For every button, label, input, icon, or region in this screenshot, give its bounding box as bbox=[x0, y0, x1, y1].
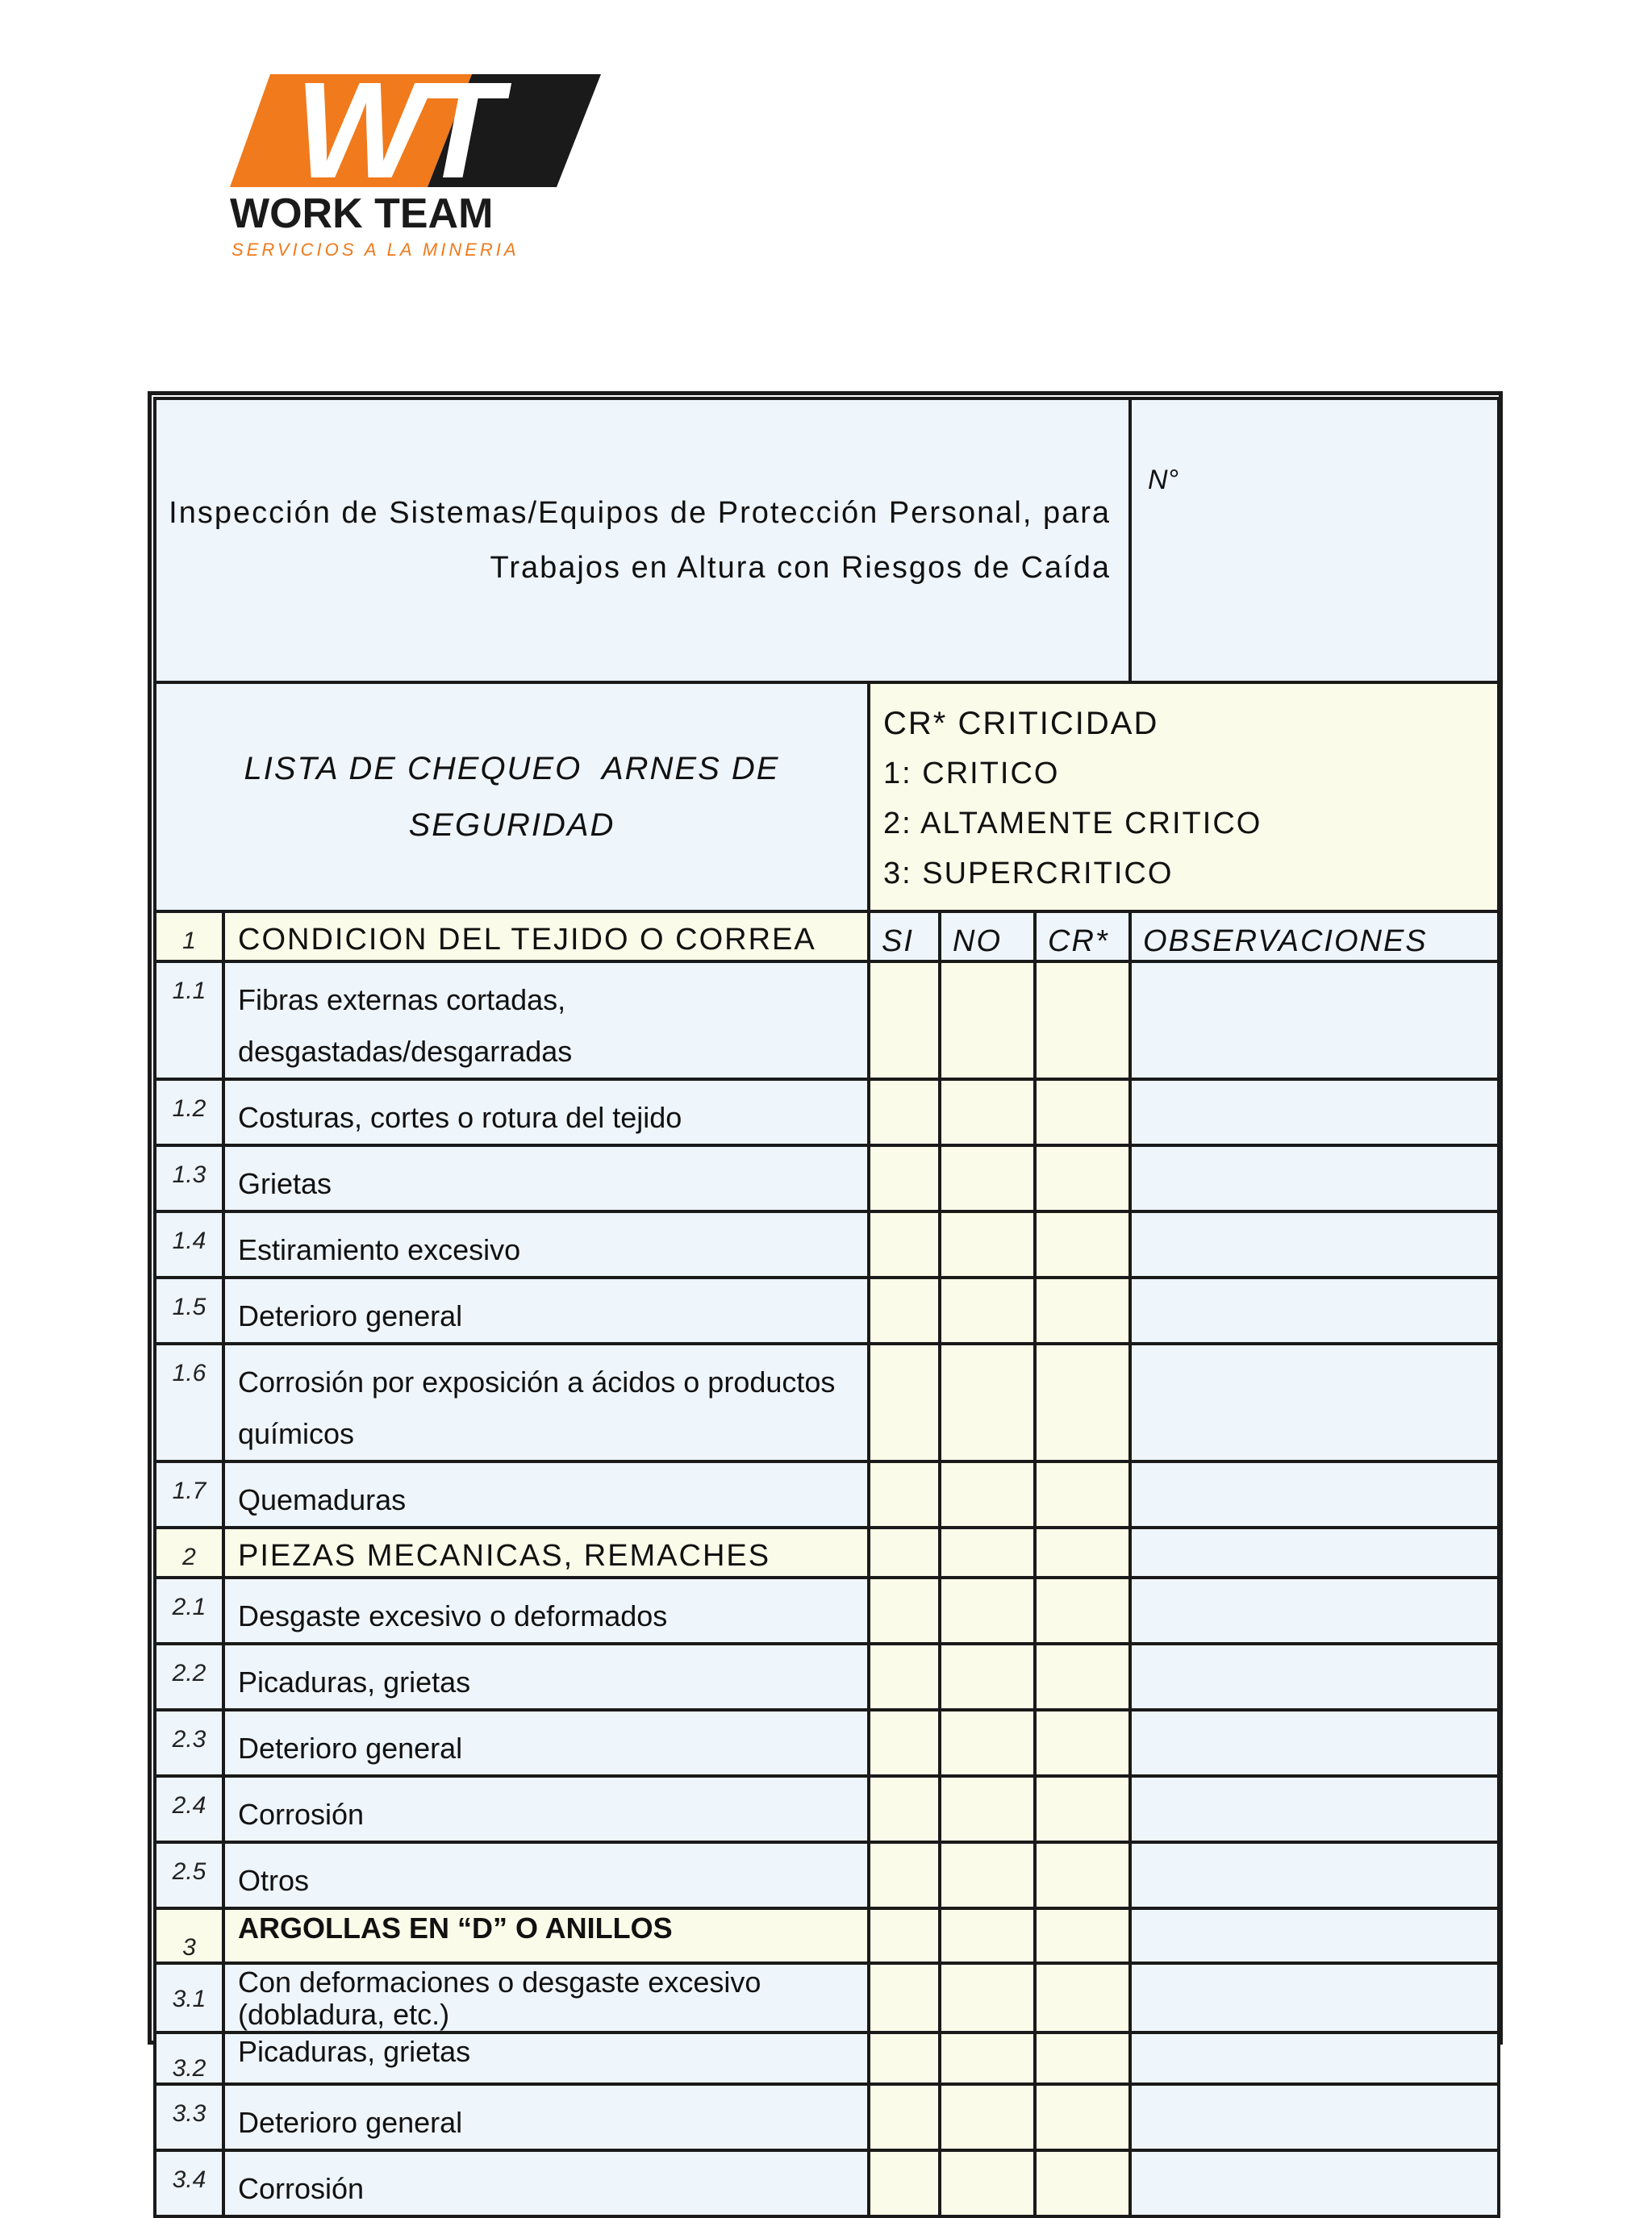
criticality-cell[interactable] bbox=[1035, 1908, 1130, 1963]
observations-cell[interactable] bbox=[1130, 1842, 1499, 1908]
item-index: 1.6 bbox=[155, 1344, 223, 1461]
item-description-line2: (dobladura, etc.) bbox=[238, 1998, 450, 2031]
item-index: 3.2 bbox=[155, 2032, 223, 2084]
check-si-cell[interactable] bbox=[869, 1644, 940, 1710]
criticality-cell[interactable] bbox=[1035, 2032, 1130, 2084]
form-number-label: N° bbox=[1148, 465, 1179, 495]
item-description: Desgaste excesivo o deformados bbox=[223, 1578, 869, 1644]
item-description: Grietas bbox=[223, 1145, 869, 1211]
item-index: 1.7 bbox=[155, 1461, 223, 1528]
check-si-cell[interactable] bbox=[869, 1211, 940, 1278]
item-index: 3.4 bbox=[155, 2150, 223, 2216]
item-description: Deterioro general bbox=[223, 2084, 869, 2150]
table-row bbox=[155, 961, 1499, 1079]
check-si-cell[interactable] bbox=[869, 1528, 940, 1578]
observations-cell[interactable] bbox=[1130, 1079, 1499, 1145]
item-description: Corrosión bbox=[223, 1776, 869, 1842]
check-si-cell[interactable] bbox=[869, 1963, 940, 2032]
check-no-cell[interactable] bbox=[940, 1578, 1035, 1644]
criticality-cell[interactable] bbox=[1035, 1644, 1130, 1710]
item-index: 1.2 bbox=[155, 1079, 223, 1145]
item-index: 2.2 bbox=[155, 1644, 223, 1710]
check-si-cell[interactable] bbox=[869, 2084, 940, 2150]
item-description bbox=[223, 1963, 869, 2032]
criticality-cell[interactable] bbox=[1035, 1461, 1130, 1528]
section-title: ARGOLLAS EN “D” O ANILLOS bbox=[223, 1908, 869, 1963]
item-index: 1.1 bbox=[155, 961, 223, 1079]
observations-cell[interactable] bbox=[1130, 1461, 1499, 1528]
check-si-cell[interactable] bbox=[869, 1145, 940, 1211]
criticality-level-1: 1: CRITICO bbox=[883, 757, 1060, 790]
item-description: Picaduras, grietas bbox=[223, 1644, 869, 1710]
check-no-cell[interactable] bbox=[940, 1908, 1035, 1963]
criticality-cell[interactable] bbox=[1035, 961, 1130, 1079]
check-no-cell[interactable] bbox=[940, 1145, 1035, 1211]
check-no-cell[interactable] bbox=[940, 961, 1035, 1079]
check-si-cell[interactable] bbox=[869, 1278, 940, 1344]
criticality-cell[interactable] bbox=[1035, 1145, 1130, 1211]
item-description: Picaduras, grietas bbox=[223, 2032, 869, 2084]
check-no-cell[interactable] bbox=[940, 1644, 1035, 1710]
logo-monogram: WT bbox=[294, 74, 496, 207]
check-no-cell[interactable] bbox=[940, 2032, 1035, 2084]
form-title-line1: Inspección de Sistemas/Equipos de Protección Personal, para bbox=[169, 496, 1111, 530]
check-si-cell[interactable] bbox=[869, 1079, 940, 1145]
item-description-line2: desgastadas/desgarradas bbox=[238, 1035, 573, 1068]
checklist-title bbox=[155, 682, 869, 911]
criticality-cell[interactable] bbox=[1035, 1842, 1130, 1908]
check-no-cell[interactable] bbox=[940, 2150, 1035, 2216]
criticality-cell[interactable] bbox=[1035, 1776, 1130, 1842]
inspection-form bbox=[153, 397, 1500, 2218]
item-index: 2.3 bbox=[155, 1710, 223, 1776]
check-no-cell[interactable] bbox=[940, 1278, 1035, 1344]
criticality-cell[interactable] bbox=[1035, 1211, 1130, 1278]
observations-cell[interactable] bbox=[1130, 961, 1499, 1079]
check-no-cell[interactable] bbox=[940, 1776, 1035, 1842]
observations-cell[interactable] bbox=[1130, 2032, 1499, 2084]
checklist-title-line1: LISTA DE CHEQUEO ARNES DE bbox=[244, 751, 780, 786]
table-row bbox=[155, 1776, 1499, 1842]
check-si-cell[interactable] bbox=[869, 1908, 940, 1963]
check-no-cell[interactable] bbox=[940, 1710, 1035, 1776]
item-index: 3.1 bbox=[155, 1963, 223, 2032]
observations-cell[interactable] bbox=[1130, 1278, 1499, 1344]
check-si-cell[interactable] bbox=[869, 1461, 940, 1528]
item-description-line2: químicos bbox=[238, 1417, 355, 1450]
section-title: PIEZAS MECANICAS, REMACHES bbox=[223, 1528, 869, 1578]
table-row bbox=[155, 1211, 1499, 1278]
check-si-cell[interactable] bbox=[869, 1776, 940, 1842]
table-row bbox=[155, 1644, 1499, 1710]
section-index: 2 bbox=[155, 1528, 223, 1578]
criticality-cell[interactable] bbox=[1035, 2084, 1130, 2150]
check-no-cell[interactable] bbox=[940, 1461, 1035, 1528]
work-team-logo bbox=[230, 74, 609, 264]
criticality-title: CR* CRITICIDAD bbox=[883, 706, 1159, 741]
table-row bbox=[155, 1344, 1499, 1461]
column-header-cr: CR* bbox=[1035, 911, 1130, 961]
table-row bbox=[155, 1461, 1499, 1528]
table-row bbox=[155, 1842, 1499, 1908]
check-no-cell[interactable] bbox=[940, 1842, 1035, 1908]
column-header-si: SI bbox=[869, 911, 940, 961]
table-row bbox=[155, 1578, 1499, 1644]
column-header-observaciones: OBSERVACIONES bbox=[1130, 911, 1499, 961]
item-description: Quemaduras bbox=[223, 1461, 869, 1528]
table-row bbox=[155, 1963, 1499, 2032]
column-header-no: NO bbox=[940, 911, 1035, 961]
form-title-line2: Trabajos en Altura con Riesgos de Caída bbox=[490, 551, 1111, 585]
form-number-field[interactable] bbox=[1130, 398, 1499, 682]
form-title bbox=[155, 398, 1130, 682]
table-row bbox=[155, 2150, 1499, 2216]
observations-cell[interactable] bbox=[1130, 2084, 1499, 2150]
criticality-cell[interactable] bbox=[1035, 2150, 1130, 2216]
check-si-cell[interactable] bbox=[869, 2150, 940, 2216]
criticality-cell[interactable] bbox=[1035, 1710, 1130, 1776]
item-description: Costuras, cortes o rotura del tejido bbox=[223, 1079, 869, 1145]
criticality-cell[interactable] bbox=[1035, 1578, 1130, 1644]
item-index: 2.4 bbox=[155, 1776, 223, 1842]
observations-cell[interactable] bbox=[1130, 1528, 1499, 1578]
section-index: 3 bbox=[155, 1908, 223, 1963]
check-si-cell[interactable] bbox=[869, 1710, 940, 1776]
criticality-cell[interactable] bbox=[1035, 1963, 1130, 2032]
check-no-cell[interactable] bbox=[940, 2084, 1035, 2150]
table-row bbox=[155, 1278, 1499, 1344]
observations-cell[interactable] bbox=[1130, 1145, 1499, 1211]
observations-cell[interactable] bbox=[1130, 1344, 1499, 1461]
item-description-line1: Con deformaciones o desgaste excesivo bbox=[238, 1966, 761, 1999]
item-description bbox=[223, 1344, 869, 1461]
item-index: 3.3 bbox=[155, 2084, 223, 2150]
item-description: Corrosión bbox=[223, 2150, 869, 2216]
check-no-cell[interactable] bbox=[940, 1528, 1035, 1578]
criticality-level-3: 3: SUPERCRITICO bbox=[883, 857, 1174, 890]
checklist-title-line2: SEGURIDAD bbox=[408, 807, 615, 843]
observations-cell[interactable] bbox=[1130, 1908, 1499, 1963]
observations-cell[interactable] bbox=[1130, 1710, 1499, 1776]
item-description-line1: Fibras externas cortadas, bbox=[238, 983, 566, 1016]
item-index: 1.5 bbox=[155, 1278, 223, 1344]
table-row bbox=[155, 1079, 1499, 1145]
observations-cell[interactable] bbox=[1130, 1644, 1499, 1710]
observations-cell[interactable] bbox=[1130, 1578, 1499, 1644]
check-si-cell[interactable] bbox=[869, 1578, 940, 1644]
check-si-cell[interactable] bbox=[869, 1842, 940, 1908]
check-si-cell[interactable] bbox=[869, 961, 940, 1079]
table-row bbox=[155, 1145, 1499, 1211]
check-no-cell[interactable] bbox=[940, 1079, 1035, 1145]
table-row bbox=[155, 2032, 1499, 2084]
criticality-cell[interactable] bbox=[1035, 1079, 1130, 1145]
criticality-cell[interactable] bbox=[1035, 1344, 1130, 1461]
item-description: Otros bbox=[223, 1842, 869, 1908]
check-no-cell[interactable] bbox=[940, 1211, 1035, 1278]
item-description: Estiramiento excesivo bbox=[223, 1211, 869, 1278]
check-si-cell[interactable] bbox=[869, 1344, 940, 1461]
check-no-cell[interactable] bbox=[940, 1344, 1035, 1461]
section-index: 1 bbox=[155, 911, 223, 961]
item-description: Deterioro general bbox=[223, 1710, 869, 1776]
table-row bbox=[155, 1710, 1499, 1776]
item-description bbox=[223, 961, 869, 1079]
item-index: 1.4 bbox=[155, 1211, 223, 1278]
criticality-cell[interactable] bbox=[1035, 1528, 1130, 1578]
observations-cell[interactable] bbox=[1130, 1963, 1499, 2032]
check-no-cell[interactable] bbox=[940, 1963, 1035, 2032]
item-description-line1: Corrosión por exposición a ácidos o productos bbox=[238, 1365, 836, 1399]
section-title: CONDICION DEL TEJIDO O CORREA bbox=[223, 911, 869, 961]
item-index: 2.1 bbox=[155, 1578, 223, 1644]
observations-cell[interactable] bbox=[1130, 1776, 1499, 1842]
item-index: 1.3 bbox=[155, 1145, 223, 1211]
criticality-legend bbox=[869, 682, 1499, 911]
criticality-level-2: 2: ALTAMENTE CRITICO bbox=[883, 807, 1262, 840]
observations-cell[interactable] bbox=[1130, 1211, 1499, 1278]
observations-cell[interactable] bbox=[1130, 2150, 1499, 2216]
logo-brand: WORK TEAM bbox=[230, 190, 494, 237]
item-index: 2.5 bbox=[155, 1842, 223, 1908]
logo-tagline: SERVICIOS A LA MINERIA bbox=[232, 240, 519, 260]
criticality-cell[interactable] bbox=[1035, 1278, 1130, 1344]
check-si-cell[interactable] bbox=[869, 2032, 940, 2084]
item-description: Deterioro general bbox=[223, 1278, 869, 1344]
table-row bbox=[155, 2084, 1499, 2150]
